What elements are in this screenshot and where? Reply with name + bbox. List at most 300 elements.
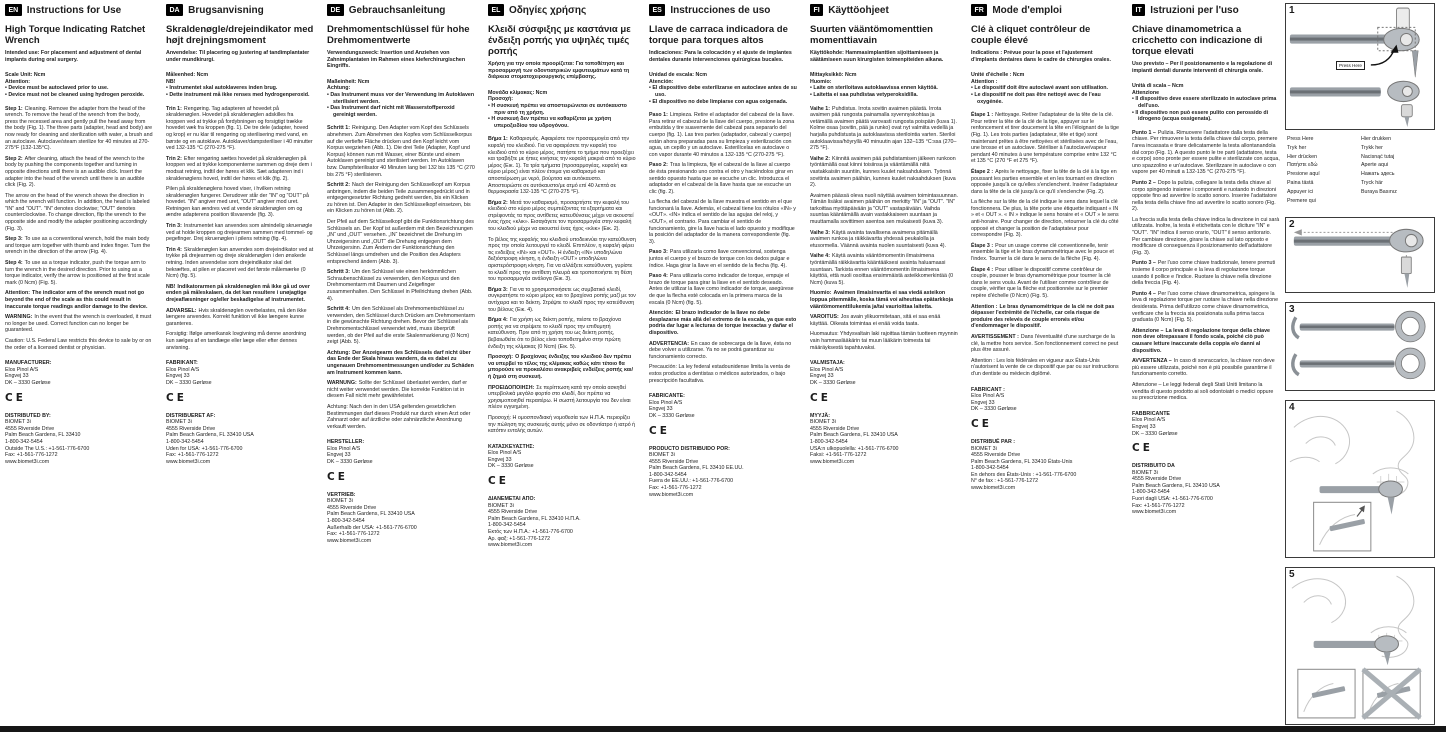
device-title: Skraldenøgle/drejeindikator med højt drejningsmoment [166, 24, 314, 46]
instruction-paragraph [166, 106, 314, 152]
paragraph-label: Paso 2: [649, 162, 668, 169]
paragraph-text: Cleaning. Remove the adapter from the head of the wrench. To remove the head of the wrench from the body, press the recessed area and gently pull the head away from the body (Fig. 1). The three parts (adapter, head and body) are now ready for cleaning and sterilization with water, a brush and an autoclave. Autoclave/steam sterilize for 40 minutes at 270-275°F (132-135°C). [5, 105, 153, 152]
distributor-address-line: www.biomet3i.com [166, 458, 211, 465]
distributor-address-line: www.biomet3i.com [327, 537, 372, 544]
instruction-paragraph [649, 249, 797, 269]
distributor-address-line: Εκτός των Η.Π.Α.: +1-561-776-6700 [488, 529, 573, 536]
instruction-paragraph [5, 106, 153, 152]
distributor-address-line: Outside The U.S.: +1-561-776-6700 [5, 445, 90, 452]
instruction-paragraph [5, 260, 153, 286]
paragraph-label: Schritt 2: [327, 182, 350, 189]
distributor-address-line: 4555 Riverside Drive [488, 509, 538, 516]
instruction-paragraphs [488, 136, 636, 434]
manufacturer-address-line: Engvej 33 [1132, 423, 1156, 430]
paragraph-text: Attention : Les lois fédérales en vigueur aux États-Unis n'autorisent la vente de ce dispositif que par ou sur instructions d'un dentiste ou médecin diplômé. [971, 357, 1119, 377]
paragraph-text: Indikatorarmen på skraldenøglen må ikke gå ud over enden på måleskalaen, da det kan resultere i unøjagtige drejeaflæsninger og/eller beskadigelse af instrumentet. [166, 283, 310, 303]
language-badge: IT [1132, 4, 1145, 16]
paragraph-label: Vaihe 2: [810, 155, 831, 162]
press-here-label: Πατήστε εδώ [1287, 162, 1318, 169]
distributor-address-line: Fax: +1-561-776-1272 [5, 452, 58, 459]
column-header: Instructions for Use [26, 4, 122, 16]
attention-label: Achtung: [327, 85, 351, 92]
paragraph-text: In the event that the wrench is overloaded, it must no longer be used. Correct function can no longer be guaranteed. [5, 314, 152, 334]
paragraph-label: NB! [166, 283, 176, 290]
distributor-address-line: Palm Beach Gardens, FL 33410 USA [166, 432, 254, 439]
device-title: Llave de carraca indicadora de torque para torques altos [649, 24, 788, 46]
paragraph-label: AVERTISSEMENT : [971, 333, 1019, 340]
paragraph-label: Huomio: [810, 290, 832, 297]
device-title: Clé à cliquet contrôleur de couple élevé [971, 24, 1091, 46]
paragraph-text: Le bras dynamométrique de la clé ne doit pas dépasser l'extrémité de l'échelle, car cela risque de produire des relevés de couple erronés et/ou d'endommager le dispositif. [971, 303, 1115, 330]
distributor-address [5, 419, 153, 465]
instruction-paragraph [810, 106, 958, 152]
intended-use: Uso previsto – Per il posizionamento e la regolazione di impianti dentali durante interventi di chirurgia orale. [1132, 61, 1273, 74]
manufacturer-address-line: Engvej 33 [5, 373, 29, 380]
distributor-address-line: BIOMET 3i [971, 445, 997, 452]
manufacturer-address-line: DK – 3330 Gørløse [5, 379, 51, 386]
paragraph-label: Trin 1: [166, 105, 182, 112]
ce-mark-icon: CE [971, 417, 992, 430]
column-header: Istruzioni per l'uso [1150, 4, 1239, 16]
paragraph-text: Dans l'éventualité d'une surcharge de la clé, la mettre hors service. Son fonctionnement correct ne peut plus être assuré. [971, 333, 1119, 354]
attention-bullet: • Das Instrument darf nicht mit Wasserstoffperoxid gereinigt werden. [327, 105, 475, 118]
instruction-paragraph [5, 236, 153, 256]
distributor-address-line: USA:n ulkopuolella: +1-561-776-6700 [810, 445, 899, 452]
attention-label: Attention : [971, 78, 998, 85]
figure-number: 1 [1289, 5, 1295, 16]
press-here-label: Paina tästä [1287, 179, 1314, 186]
distributor-address-line: 1-800-342-5454 [649, 471, 687, 478]
scale-unit: Unità di scala – Ncm [1132, 83, 1184, 90]
instruction-paragraph [1132, 217, 1280, 257]
instruction-paragraphs [649, 112, 797, 384]
manufacturer-address-line: Engvej 33 [327, 452, 351, 459]
paragraph-label: Paso 3: [649, 249, 668, 256]
instruction-paragraph [971, 169, 1119, 195]
press-here-label: Nacisnąć tutaj [1361, 153, 1395, 160]
attention-bullet: • El dispositivo no debe limpiarse con agua oxigenada. [649, 99, 797, 106]
manufacturer-label: VALMISTAJA: [810, 360, 845, 367]
instruction-paragraph [971, 267, 1119, 300]
manufacturer-label: MANUFACTURER: [5, 360, 52, 367]
manufacturer-label: FABRICANT : [971, 386, 1005, 393]
instruction-paragraph [810, 314, 958, 327]
manufacturer-address-line: Engvej 33 [810, 373, 834, 380]
device-title: Chiave dinamometrica a cricchetto con indicazione di torque elevati [1132, 24, 1263, 57]
device-title: Suurten vääntömomenttien momenttiavain [810, 24, 933, 46]
manufacturer-address-line: Elos Pinol A/S [5, 366, 39, 373]
language-badge: FR [971, 4, 987, 16]
attention-bullets [166, 85, 314, 98]
instruction-paragraph [5, 156, 153, 189]
distributor-address-line: Palm Beach Gardens, FL 33410 Η.Π.Α. [488, 515, 581, 522]
press-here-callout: Press Here [1336, 61, 1365, 70]
paragraph-text: Μετά τον καθαρισμό, προσαρτήστε την κεφαλή του κλειδιού στο κύριο μέρος συμπιέζοντας τα εξαρτήματα και στρέφοντάς τα προς αντίθετες κατευθύνσεις μέχρι να ακουστεί ένας ήχος «κλικ». Εισαγάγετε τον προσαρμογέα στην κεφαλή του κλειδιού μέχρι να ακουστεί ένας ήχος «κλικ» (Εικ. 2). [488, 199, 634, 233]
attention-label: Attenzione [1132, 89, 1160, 96]
instruction-paragraph [810, 253, 958, 286]
distributor-address-line: Palm Beach Gardens, FL 33410 USA [1132, 482, 1220, 489]
language-column [971, 4, 1119, 492]
ce-mark-icon: CE [1132, 442, 1153, 455]
attention-label: Huomio: [810, 78, 832, 85]
column-header-row [488, 4, 636, 16]
instruction-paragraphs [810, 106, 958, 352]
paragraph-label: Achtung: [327, 349, 351, 356]
press-here-label: Hier drücken [1287, 153, 1318, 160]
figure-number: 2 [1289, 219, 1295, 230]
column-header-row [649, 4, 797, 16]
manufacturer-label: FABRICANTE: [649, 393, 685, 400]
distributor-address-line: Αρ. φαξ: +1-561-776-1272 [488, 535, 551, 542]
paragraph-text: Huomautus: Yhdysvaltain laki rajoittaa tämän tuotteen myynnin vain hammaslääkärin tai muun lääkärin toimesta tai määräyksestä tapahtuvaksi. [810, 331, 958, 351]
language-column [810, 4, 958, 465]
paragraph-text: Para utilizarla como llave convencional, sostenga juntos el cuerpo y el brazo de torque con los dedos pulgar e índice. Haga girar la llave en el sentido de la flecha (fig. 4). [649, 249, 790, 269]
paragraph-label: AVVERTENZA – [1132, 358, 1172, 365]
paragraph-text: Kiinnitä avaimen pää puhdistamisen jälkeen runkoon työntämällä osat kiinni toisiinsa ja vääntämällä niitä vastakkaisiin suuntiin, kunnes kuulet naksahduksen. Työnnä sovitinta avaimen päähän, kunnes kuulet naksahduksen (kuva 2). [810, 155, 956, 189]
paragraph-label: Vaihe 3: [810, 229, 831, 236]
paragraph-label: Step 3: [5, 236, 23, 243]
paragraph-text: Caution: U.S. Federal Law restricts this device to sale by or on the order of a licensed dentist or physician. [5, 337, 152, 351]
intended-use: Käyttökohde: Hammasimplanttien sijoittamiseen ja säätämiseen suun kirurgisten toimenpiteiden aikana. [810, 50, 944, 63]
manufacturer-address [971, 393, 1119, 413]
attention-bullet: • Le dispositif doit être autoclavé avant son utilisation. [971, 85, 1119, 92]
paragraph-text: Precaución: La ley federal estadounidense limita la venta de estos productos a dentistas o médicos autorizados, o bajo prescripción facultativa. [649, 364, 791, 384]
distributor-address-line: 4555 Riverside Drive [166, 425, 216, 432]
column-header-row [1132, 4, 1280, 16]
ce-mark-icon: CE [327, 470, 348, 483]
intended-use: Anvendelse: Til placering og justering af tandimplantater under mundkirurgi. [166, 50, 310, 63]
instruction-paragraph [488, 200, 636, 233]
paragraph-label: ADVARSEL: [166, 307, 197, 314]
instruction-paragraphs [166, 106, 314, 352]
scale-unit: Μονάδα κλίμακας: Ncm [488, 89, 548, 96]
attention-bullet: • Device must not be cleaned using hydrogen peroxide. [5, 92, 153, 99]
distributor-address-line: N° de fax : +1-561-776-1272 [971, 478, 1039, 485]
hand-in-mouth-illustration [1286, 401, 1434, 557]
manufacturer-address-line: Elos Pinol A/S [488, 450, 522, 457]
instruction-paragraph [327, 219, 475, 265]
distributor-label: DISTRIBUTED BY: [5, 412, 51, 419]
distributor-address-line: 1-800-342-5454 [166, 438, 204, 445]
paragraph-text: Um den Schlüssel wie einen herkömmlichen Schraubenschlüssel zu verwenden, den Korpus und den Drehmomentarm mit Daumen und Zeigefinger zusammenhalten. Den Schlüssel in Pfeilrichtung drehen (Abb. 4). [327, 269, 473, 302]
figure-5 [1285, 567, 1435, 725]
paragraph-text: Forsigtig: Ifølge amerikansk lovgivning må denne anordning kun sælges af en tandlæge eller læge eller efter dennes anvisning. [166, 331, 307, 351]
instruction-paragraph [5, 290, 153, 310]
distributor-address-line: BIOMET 3i [1132, 469, 1158, 476]
instruction-paragraphs [971, 112, 1119, 377]
paragraph-text: Instrumentet kan anvendes som almindelig skruenøgle ved at holde kroppen og drejearmen sammen med tommel- og pegefinger. Drej skruenøglen i pilens retning (fig. 4). [166, 223, 313, 243]
paragraph-text: Skraldenøglen kan anvendes som drejeindikator ved at trykke på drejearmen og dreje skraldenøglen i den ønskede retning. Inden anvendelse som drejeindikator skal det bekræftes, at pilen er placeret ved det første målemærke (0 Ncm) (fig. 5). [166, 246, 314, 280]
attention-bullet: • Laitetta ei saa puhdistaa vetyperoksidilla. [810, 92, 958, 99]
wrench-assembly-illustration [1286, 218, 1434, 292]
attention-label: Προσοχή: [488, 96, 514, 103]
distributor-address-line: 1-800-342-5454 [327, 518, 365, 525]
manufacturer-address-line: DK – 3330 Gørløse [971, 406, 1017, 413]
paragraph-text: Rengøring. Tag adapteren af hovedet på skraldenøglen. Hovedet på skraldenøglen adskilles fra kroppen ved at trykke på fordybningen og forsigtigt trække hovedet væk fra kroppen (fig. 1). De tre dele (adapter, hoved og krop) er nu klar til rengøring og sterilisering med vand, en børste og en autoklave. Autoklaver/dampsteriliser i 40 minutter ved 132-135 °C (270-275 °F). [166, 105, 313, 152]
attention-bullet: • Dette instrument må ikke renses med hydrogenperoxid. [166, 92, 314, 99]
paragraph-text: Nettoyage. Retirer l'adaptateur de la tête de la clé. Pour retirer la tête de la clé de la tige, appuyer sur le renfoncement et tirer doucement la tête en l'éloignant de la tige (Fig. 1). Les trois parties (adaptateur, tête et tige) sont maintenant prêtes à être nettoyées et stérilisées avec de l'eau, une brosse et un autoclave. Stériliser à l'autoclave/vapeur pendant 40 minutes à une température comprise entre 132 °C et 135 °C (270 °F et 275 °F). [971, 112, 1119, 165]
distributor-address-line: 4555 Riverside Drive [1132, 476, 1182, 483]
scale-unit: Måleenhed: Ncm [166, 72, 209, 79]
distributor-address-line: 4555 Riverside Drive [649, 458, 699, 465]
scale-unit: Unidad de escala: Ncm [649, 72, 707, 79]
manufacturer-address-line: DK – 3330 Gørløse [1132, 430, 1178, 437]
instruction-paragraph [5, 193, 153, 233]
language-column [1132, 4, 1280, 516]
distributor-address-line: Fax: +1-561-776-1272 [166, 452, 219, 459]
column-header: Mode d'emploi [992, 4, 1062, 16]
language-badge: ES [649, 4, 665, 16]
paragraph-text: Der Pfeil auf dem Schlüsselkopf gibt die Funktionsrichtung des Schlüssels an. Der Kopf ist außerdem mit den Bezeichnungen „IN“ und „OUT“ versehen. „IN“ bezeichnet die Drehung im Uhrzeigersinn und „OUT“ die Drehung entgegen dem Uhrzeigersinn. Zum Ändern der Funktionsrichtung den Schlüssel längs umdrehen und die Position des Adapters entsprechend ändern (Abb. 3). [327, 219, 474, 265]
paragraph-label: Punto 4 – [1132, 290, 1156, 297]
figure-number: 3 [1289, 304, 1295, 315]
scale-unit: Maßeinheit: Ncm [327, 78, 370, 85]
paragraph-text: The arrow on the head of the wrench shows the direction in which the wrench will function. In addition, the head is labeled "IN" and "OUT". "IN" denotes clockwise; "OUT" denotes counterclockwise. To change direction, flip the wrench to the opposite side and modify the adapter positioning accordingly (Fig. 3). [5, 192, 150, 232]
paragraph-text: Attenzione – Le leggi federali degli Stati Uniti limitano la vendita di questo prodotto ai soli odontoiatri o medici oppure su prescrizione medica. [1132, 381, 1274, 402]
paragraph-text: Limpieza. Retire el adaptador del cabezal de la llave. Para retirar el cabezal de la llave del cuerpo, presione la zona embutida y tire suavemente del cabezal para separarlo del cuerpo (fig. 1). Las tres partes (adaptador, cabezal y cuerpo) están ahora preparadas para su limpieza y esterilización con agua, un cepillo y un autoclave. Esterilícelas en autoclave o con vapor durante 40 minutos a 132-135 °C (270-275 °F). [649, 112, 795, 158]
paragraph-text: Ο βραχίονας ένδειξης του κλειδιού δεν πρέπει να υπερβεί το τέλος της κλίμακας καθώς κάτι τέτοιο θα μπορούσε να προκαλέσει ανακριβείς ενδείξεις ροπής και/ή ζημιά στη συσκευή. [488, 354, 633, 380]
figure-1-labels [1287, 135, 1435, 205]
paragraph-text: Καθαρισμός. Αφαιρέστε τον προσαρμογέα από την κεφαλή του κλειδιού. Για να αφαιρέσετε την κεφαλή του κλειδιού από το κύριο μέρος, πατήστε το τμήμα που προεξέχει και τραβήξτε με ήπιες κινήσεις την κεφαλή μακριά από το κύριο μέρος (Εικ. 1). Τα τρία τμήματα (προσαρμογέας, κεφαλή και κύριο μέρος) είναι πλέον έτοιμα για καθαρισμό και αποστείρωση με νερό, βούρτσα και αυτόκαυστο. Αποστειρώστε σε αυτόκαυστο/με ατμό επί 40 λεπτά σε θερμοκρασία 132-135 °C (270-275 °F). [488, 136, 636, 196]
manufacturer-address [327, 446, 475, 466]
manufacturer-address-line: Elos Pinol A/S [166, 366, 200, 373]
instruction-paragraph [166, 284, 314, 304]
instruction-paragraph [649, 199, 797, 245]
press-here-label: Press Here [1287, 136, 1314, 142]
language-column [166, 4, 314, 465]
column-header: Käyttöohjeet [828, 4, 889, 16]
distributor-label: DISTRIBUÉ PAR : [971, 438, 1016, 445]
paragraph-label: ADVERTENCIA: [649, 340, 690, 347]
paragraph-text: Puhdistus. Irrota sovitin avaimen päästä. Irrota avaimen pää rungosta painamalla syvennyskohtaa ja vetämällä avaimen päätä varovasti rungosta poispäin (kuva 1). Kolme osaa (sovitin, pää ja runko) ovat nyt valmiita vedellä ja harjalla puhdistusta ja autoklaavissa sterilointia varten. Steriloi autoklaavissa/höyryllä 40 minuutin ajan 132–135 °C:ssa (270–275 °F). [810, 105, 957, 152]
figure-3 [1285, 302, 1435, 391]
torque-indicator-use-illustration [1286, 568, 1434, 724]
intended-use: Intended use: For placement and adjustment of dental implants during oral surgery. [5, 50, 142, 63]
manufacturer-address-line: DK – 3330 Gørløse [649, 412, 695, 419]
distributor-address-line: 4555 Riverside Drive [971, 452, 1021, 459]
manufacturer-address-line: Engvej 33 [166, 373, 190, 380]
manufacturer-label: HERSTELLER: [327, 439, 365, 446]
paragraph-label: Βήμα 3: [488, 286, 508, 293]
instruction-paragraph [5, 314, 153, 334]
paragraph-text: La freccia sulla testa della chiave indica la direzione in cui sarà utilizzata. Inoltre, la testa è etichettata con le diciture "IN" e "OUT". "IN" indica il senso orario, "OUT" il senso antiorario. Per cambiare direzione, girare la chiave sul lato opposto e modificare di conseguenza il posizionamento dell'adattatore (Fig. 3). [1132, 216, 1280, 256]
press-here-label: Trykk her [1361, 144, 1383, 151]
manufacturer-address [488, 450, 636, 470]
distributor-address [1132, 470, 1280, 516]
distributor-address-line: BIOMET 3i [327, 498, 353, 505]
paragraph-text: Το βέλος της κεφαλής του κλειδιού υποδεικνύει την κατεύθυνση προς την οποία λειτουργεί το κλειδί. Επιπλέον, η κεφαλή φέρει τις ενδείξεις «IN» και «OUT». Η ένδειξη «IN» υποδηλώνει δεξιόστροφη κίνηση, η ένδειξη «OUT» υποδηλώνει αριστερόστροφη κίνηση. Για να αλλάξετε κατεύθυνση, γυρίστε το κλειδί προς την αντίθετη πλευρά και τροποποιήστε τη θέση του προσαρμογέα ανάλογα (Εικ. 3). [488, 236, 636, 283]
press-here-label: Tryk her [1287, 144, 1307, 151]
instruction-paragraph [1132, 328, 1280, 354]
instruction-paragraph [1132, 180, 1280, 213]
paragraph-label: Βήμα 1: [488, 136, 508, 143]
instruction-paragraph [166, 331, 314, 351]
ce-mark-icon: CE [488, 475, 509, 488]
paragraph-text: Après le nettoyage, fixer la tête de la clé à la tige en poussant les parties ensemble et en les tournant en direction opposée jusqu'à ce qu'elles s'enclenchent. Insérer l'adaptateur dans la tête de la clé jusqu'à ce qu'il s'enclenche (Fig. 2). [971, 168, 1118, 195]
instruction-paragraph [1132, 130, 1280, 176]
distributor-address-line: 4555 Riverside Drive [327, 504, 377, 511]
paragraph-text: Προσοχή: Η ομοσπονδιακή νομοθεσία των Η.Π.Α. περιορίζει την πώληση της συσκευής αυτής μόνο σε οδοντίατρο ή ιατρό ή κατόπιν εντολής αυτών. [488, 414, 636, 435]
paragraph-text: The indicator arm of the wrench must not go beyond the end of the scale as this could result in inaccurate torque readings and/or damage to the device. [5, 290, 148, 310]
column-header-row [5, 4, 153, 16]
distributor-address [971, 446, 1119, 492]
paragraph-label: Trin 4: [166, 246, 182, 253]
instruction-paragraph [488, 415, 636, 435]
paragraph-label: Trin 3: [166, 223, 182, 230]
instruction-paragraph [166, 223, 314, 243]
manufacturer-address-line: Engvej 33 [649, 406, 673, 413]
instruction-paragraph [166, 156, 314, 182]
language-column [488, 4, 636, 549]
figure-1 [1285, 3, 1435, 130]
attention-bullet: • Device must be autoclaved prior to use. [5, 85, 153, 92]
ce-mark-icon: CE [5, 391, 26, 404]
manufacturer-address [1132, 417, 1280, 437]
instruction-paragraph [649, 310, 797, 336]
distributor-address-line: Fuera de EE.UU.: +1-561-776-6700 [649, 478, 734, 485]
attention-bullets [971, 85, 1119, 105]
distributor-address-line: BIOMET 3i [166, 419, 192, 426]
instruction-paragraph [971, 243, 1119, 263]
instruction-paragraph [649, 112, 797, 158]
column-header-row [327, 4, 475, 16]
figure-number: 4 [1289, 402, 1295, 413]
distributor-address-line: www.biomet3i.com [5, 458, 50, 465]
paragraph-label: Étape 2 : [971, 168, 994, 175]
language-column [5, 4, 153, 465]
manufacturer-address-line: DK – 3330 Gørløse [488, 463, 534, 470]
paragraph-text: Dopo la pulizia, collegare la testa della chiave al corpo spingendo insieme i componenti e ruotando in direzioni opposte fino ad avvertire lo scatto sonoro. Inserire l'adattatore nella testa della chiave fino ad avvertire lo scatto sonoro (Fig. 2). [1132, 179, 1277, 213]
distributor-address-line: BIOMET 3i [649, 452, 675, 459]
paragraph-text: El brazo indicador de la llave no debe desplazarse más allá del extremo de la escala, ya que esto podría dar lugar a lecturas de torque inexactas y dañar el dispositivo. [649, 310, 797, 336]
paragraph-text: Pour un usage comme clé conventionnelle, tenir ensemble la tige et le bras dynamométrique avec le pouce et l'index. Tourner la clé dans le sens de la flèche (Fig. 4). [971, 242, 1114, 263]
distributor-address-line: 1-800-342-5454 [810, 438, 848, 445]
figure-2 [1285, 217, 1435, 293]
instruction-paragraphs [5, 106, 153, 352]
paragraph-text: Para utilizarla como indicador de torque, empuje el brazo de torque para girar la llave en el sentido deseado. Antes de utilizar la llave como indicador de torque, asegúrese de que la flecha esté colocada en la primera marca de la escala (0 Ncm) (fig. 5). [649, 273, 794, 306]
column-header-row [971, 4, 1119, 16]
paragraph-text: Pilen på skraldenøglens hoved viser, i hvilken retning skraldenøglen fungerer. Derudover står der "IN" og "OUT" på hovedet. "IN" angiver med uret, "OUT" angiver mod uret. Retningen kan ændres ved at vende skraldenøglen om og ændre adapterens position tilsvarende (fig. 3). [166, 186, 309, 219]
distributor-address-line: BIOMET 3i [810, 419, 836, 426]
instruction-paragraph [810, 331, 958, 351]
attention-bullet: • Das Instrument muss vor der Verwendung im Autoklaven sterilisiert werden. [327, 92, 475, 105]
paragraph-text: La flecha del cabezal de la llave muestra el sentido en el que funcionará la llave. Además, el cabezal tiene los rótulos «IN» y «OUT». «IN» indica el sentido de las agujas del reloj, y «OUT», el contrario. Para cambiar el sentido de funcionamiento, gire la llave hacia el lado opuesto y modifique la posición del adaptador de la manera correspondiente (fig. 3). [649, 199, 796, 245]
instruction-paragraph [327, 404, 475, 430]
paragraph-text: Για χρήση ως δείκτη ροπής, πιέστε το βραχίονα ροπής για να στρέψετε το κλειδί προς την επιθυμητή κατεύθυνση. Πριν από τη χρήση του ως δείκτη ροπής, βεβαιωθείτε ότι το βέλος είναι τοποθετημένο στην πρώτη ένδειξη της κλίμακας (0 Ncm) (Εικ. 5). [488, 317, 621, 350]
manufacturer-address-line: DK – 3330 Gørløse [810, 379, 856, 386]
instruction-paragraph [166, 308, 314, 328]
paragraph-label: Attention: [5, 290, 31, 297]
instruction-paragraph [488, 136, 636, 195]
paragraph-label: Atención: [649, 310, 674, 317]
paragraph-text: Σε περίπτωση κατά την οποία ασκηθεί υπερβολικά μεγάλο φορτίο στο κλειδί, δεν πρέπει να χρησιμοποιηθεί περαιτέρω. Η σωστή λειτουργία του δεν είναι πλέον εγγυημένη. [488, 384, 631, 411]
paragraph-text: Tras la limpieza, fije el cabezal de la llave al cuerpo de ésta presionando uno contra el otro y haciéndolos girar en sentido opuesto hasta que se escuche un clic. Introduzca el adaptador en el cabezal de la llave hasta que se escuche un clic (fig. 2). [649, 162, 793, 195]
distributor-address-line: 1-800-342-5454 [5, 438, 43, 445]
paragraph-label: Βήμα 2: [488, 199, 508, 206]
attention-bullet: • El dispositivo debe esterilizarse en autoclave antes de su uso. [649, 85, 797, 98]
distributor-address-line: BIOMET 3i [488, 502, 514, 509]
instruction-paragraph [488, 317, 636, 350]
figure-4 [1285, 400, 1435, 558]
instruction-paragraph [327, 269, 475, 302]
paragraph-text: Avaimen ilmaisinvartta ei saa viedä asteikon loppua pitemmälle, koska tämä voi aiheuttaa epätarkkoja vääntömomenttilukemia ja/tai vaurioittaa laitetta. [810, 290, 954, 310]
distributor-address [649, 452, 797, 498]
distributor-label: DISTRIBUITO DA [1132, 463, 1175, 470]
instruction-paragraph [488, 237, 636, 283]
attention-bullets [488, 103, 636, 129]
distributor-address-line: Palm Beach Gardens, FL 33410 États-Unis [971, 458, 1073, 465]
paragraph-label: Attention : [971, 303, 998, 310]
distributor-address-line: www.biomet3i.com [1132, 509, 1177, 516]
manufacturer-address-line: Elos Pinol A/S [971, 393, 1005, 400]
distributor-address-line: Palm Beach Gardens, FL 33410 USA [810, 432, 898, 439]
intended-use: Χρήση για την οποία προορίζεται: Για τοποθέτηση και προσαρμογή των οδοντιατρικών εμφυτευμάτων κατά τη διάρκεια στοματοχειρουργικής επέμβασης. [488, 61, 630, 81]
paragraph-text: Hvis skraldenøglen overbelastes, må den ikke længere anvendes. Korrekt funktion vil ikke længere kunne garanteres. [166, 307, 307, 327]
distributor-address [810, 419, 958, 465]
instruction-paragraph [649, 273, 797, 306]
distributor-address [488, 503, 636, 549]
instruction-paragraph [810, 230, 958, 250]
paragraph-label: Étape 3 : [971, 242, 994, 249]
attention-bullets [327, 92, 475, 118]
paragraph-label: Step 4: [5, 260, 23, 267]
attention-bullets [5, 85, 153, 98]
manufacturer-address [649, 400, 797, 420]
distributor-address-line: Palm Beach Gardens, FL 33410 [5, 432, 81, 439]
figure-number: 5 [1289, 569, 1295, 580]
manufacturer-label: ΚΑΤΑΣΚΕΥΑΣΤΗΣ: [488, 443, 535, 450]
intended-use: Indications : Prévue pour la pose et l'ajustement d'implants dentaires dans le cadre de chirurgies orales. [971, 50, 1111, 63]
press-here-label: Aperte aqui [1361, 162, 1389, 169]
intended-use: Verwendungszweck: Insertion und Anziehen von Zahnimplantaten im Rahmen eines kieferchirurgischen Eingriffs. [327, 50, 466, 70]
device-title: Κλειδί σύσφιξης με καστάνια με ένδειξη ροπής για υψηλές τιμές ροπής [488, 24, 631, 57]
manufacturer-address-line: Engvej 33 [971, 399, 995, 406]
scale-unit: Mittayksikkö: Ncm [810, 72, 857, 79]
distributor-address-line: Palm Beach Gardens, FL 33410 USA [327, 511, 415, 518]
instruction-paragraph [1132, 382, 1280, 402]
press-here-label: Presione aquí [1287, 171, 1320, 178]
manufacturer-label: FABRIKANT: [166, 360, 198, 367]
distributor-address-line: www.biomet3i.com [971, 485, 1016, 492]
distributor-address-line: Uden for USA: +1-561-776-6700 [166, 445, 243, 452]
paragraph-label: Punto 3 – [1132, 260, 1156, 267]
distributor-address-line: Fax: +1-561-776-1272 [649, 485, 702, 492]
language-badge: FI [810, 4, 823, 16]
paragraph-label: WARNUNG: [327, 380, 357, 387]
instruction-paragraph [1132, 358, 1280, 378]
instruction-paragraphs [327, 125, 475, 430]
instruction-paragraph [327, 350, 475, 376]
paragraph-text: Jos avain ylikuormitetaan, sitä ei saa enää käyttää. Oikeata toimintaa ei enää voida taata. [810, 314, 941, 327]
manufacturer-address-line: Elos Pinol A/S [1132, 417, 1166, 424]
instruction-paragraph [327, 380, 475, 400]
instruction-paragraph [327, 306, 475, 346]
instruction-paragraph [649, 364, 797, 384]
paragraph-label: Schritt 1: [327, 125, 350, 132]
paragraph-label: Trin 2: [166, 155, 182, 162]
instruction-paragraph [810, 156, 958, 189]
paragraph-text: After cleaning, attach the head of the wrench to the body by pushing the components together and turning in opposite directions until there is an audible click. Insert the adapter into the head of the wrench until there is an audible click (Fig. 2). [5, 155, 145, 189]
attention-bullet: • Le dispositif ne doit pas être nettoyé avec de l'eau oxygénée. [971, 92, 1119, 105]
intended-use: Indicaciones: Para la colocación y el ajuste de implantes dentales durante intervenciones quirúrgicas bucales. [649, 50, 792, 63]
column-header-row [166, 4, 314, 16]
distributor-address-line: 1-800-342-5454 [488, 522, 526, 529]
distributor-address-line: Außerhalb der USA: +1-561-776-6700 [327, 524, 417, 531]
paragraph-text: In caso di sovraccarico, la chiave non deve più essere utilizzata, poiché non è più possibile garantirne il funzionamento corretto. [1132, 358, 1275, 378]
instruction-paragraph [327, 125, 475, 178]
column-header: Gebrauchsanleitung [348, 4, 446, 16]
paragraph-label: Étape 4 : [971, 266, 994, 273]
